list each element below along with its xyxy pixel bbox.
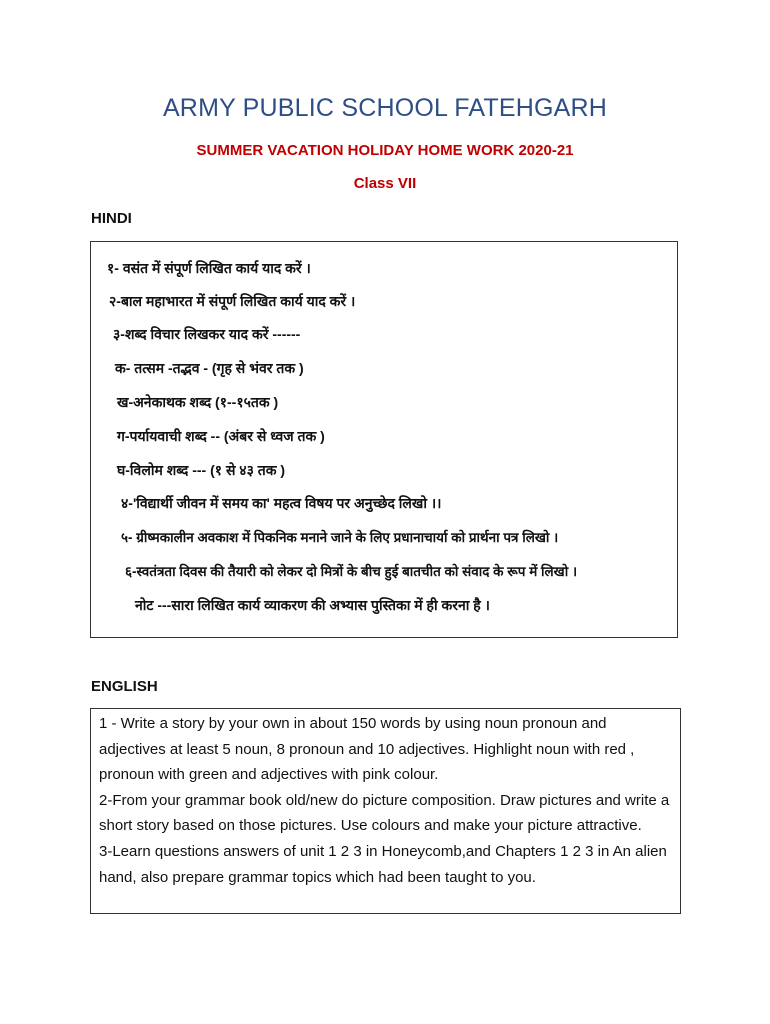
hindi-note: नोट ---सारा लिखित कार्य व्याकरण की अभ्यास पुस्तिका में ही करना है । <box>135 597 490 613</box>
hindi-line: ५- ग्रीष्मकालीन अवकाश में पिकनिक मनाने जाने के लिए प्रधानाचार्या को प्रार्थना पत्र लिखो । <box>121 530 559 545</box>
hindi-line: २-बाल महाभारत में संपूर्ण लिखित कार्य याद करें । <box>109 293 356 309</box>
hindi-line: क- तत्सम -तद्भव - (गृह से भंवर तक ) <box>115 360 304 376</box>
homework-subtitle: SUMMER VACATION HOLIDAY HOME WORK 2020-21 <box>196 142 574 159</box>
school-title: ARMY PUBLIC SCHOOL FATEHGARH <box>162 94 608 122</box>
hindi-line: घ-विलोम शब्द --- (१ से ४३ तक ) <box>117 462 286 478</box>
hindi-line: ३-शब्द विचार लिखकर याद करें ------ <box>113 326 301 342</box>
english-task: 3-Learn questions answers of unit 1 2 3 in Honeycomb,and Chapters 1 2 3 in An alien hand, also prepare grammar topics which had been taught to you. <box>99 842 667 886</box>
hindi-line: ग-पर्यायवाची शब्द -- (अंबर से ध्वज तक ) <box>117 428 325 444</box>
hindi-heading: HINDI <box>91 210 132 227</box>
hindi-line: १- वसंत में संपूर्ण लिखित कार्य याद करें । <box>107 260 311 276</box>
hindi-line: ४-'विद्यार्थी जीवन में समय का' महत्व विषय पर अनुच्छेद लिखो ।। <box>121 495 442 511</box>
english-heading: ENGLISH <box>91 678 158 695</box>
class-label: Class VII <box>353 175 417 192</box>
hindi-line: ख-अनेकाथक शब्द (१--१५तक ) <box>117 394 279 410</box>
hindi-line: ६-स्वतंत्रता दिवस की तैयारी को लेकर दो मित्रों के बीच हुई बातचीत को संवाद के रूप में लिखो । <box>125 564 578 579</box>
english-task: 2-From your grammar book old/new do picture composition. Draw pictures and write a short story based on those pictures. Use colours and make your picture attractive. <box>99 791 670 835</box>
english-task: 1 - Write a story by your own in about 150 words by using noun pronoun and adjectives at least 5 noun, 8 pronoun and 10 adjectives. Highlight noun with red , pronoun with green and adjectives with pink colour. <box>99 715 635 784</box>
hindi-assignment-box <box>90 241 678 638</box>
english-assignment-box <box>90 708 681 914</box>
